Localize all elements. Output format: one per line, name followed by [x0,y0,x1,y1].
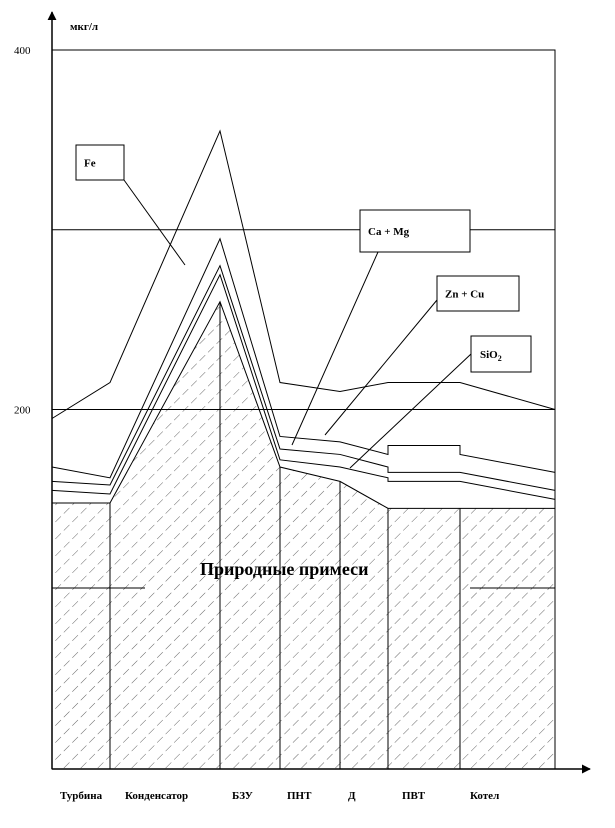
camg-label-text: Ca + Mg [368,226,410,238]
y-tick-label: 200 [14,404,31,417]
y-ticks [14,45,31,417]
series-line-4 [52,131,555,419]
sio2-base: SiO [480,349,498,361]
camg-label-leader [292,252,378,445]
x-category-label: Д [348,790,356,802]
fe-label-text: Fe [84,157,96,170]
x-category-label: ПНТ [287,790,312,802]
sio2-label-leader [350,354,471,468]
zncu-label-text: Zn + Cu [445,288,485,301]
y-tick-label: 400 [14,45,31,57]
sio2-subscript: 2 [497,354,502,363]
zncu-label-leader [325,300,437,435]
x-categories [60,790,499,802]
x-category-label: ПВТ [402,790,426,802]
unit-label: мкг/л [70,21,99,33]
x-category-label: Котел [470,790,500,802]
series-labels [76,145,531,468]
fe-label-leader [124,180,185,265]
x-category-label: Турбина [60,790,103,802]
x-category-label: БЗУ [232,790,253,802]
natural-impurities-label: Природные примеси [200,559,369,579]
x-category-label: Конденсатор [125,790,189,802]
series-lines [52,131,555,508]
